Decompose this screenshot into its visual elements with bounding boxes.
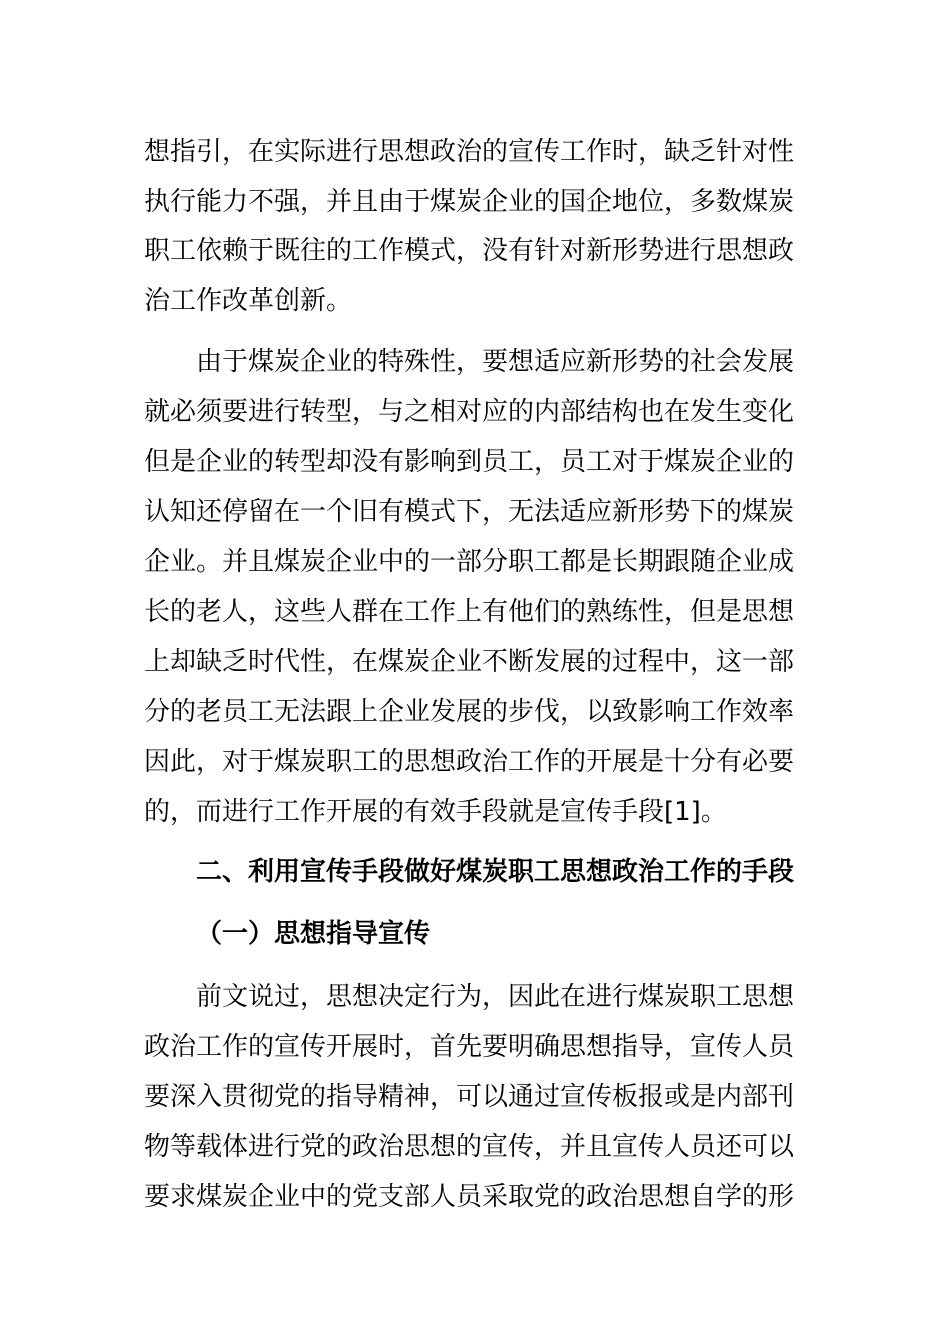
paragraph-2-line-5: 企业。并且煤炭企业中的一部分职工都是长期跟随企业成: [144, 547, 795, 577]
paragraph-3-line-3: 要深入贯彻党的指导精神，可以通过宣传板报或是内部刊: [144, 1082, 795, 1112]
paragraph-1-line-1: 想指引，在实际进行思想政治的宣传工作时，缺乏针对性: [144, 137, 795, 167]
paragraph-3-line-1: 前文说过，思想决定行为，因此在进行煤炭职工思想: [196, 982, 795, 1012]
section-heading: 二、利用宣传手段做好煤炭职工思想政治工作的手段: [196, 857, 795, 887]
paragraph-2-line-10: 的，而进行工作开展的有效手段就是宣传手段[1]。: [144, 797, 727, 827]
paragraph-3-line-5: 要求煤炭企业中的党支部人员采取党的政治思想自学的形: [144, 1182, 795, 1212]
paragraph-3-line-2: 政治工作的宣传开展时，首先要明确思想指导，宣传人员: [144, 1032, 795, 1062]
paragraph-2-line-9: 因此，对于煤炭职工的思想政治工作的开展是十分有必要: [144, 747, 795, 777]
paragraph-2-line-1: 由于煤炭企业的特殊性，要想适应新形势的社会发展: [196, 347, 795, 377]
paragraph-2-line-2: 就必须要进行转型，与之相对应的内部结构也在发生变化: [144, 397, 795, 427]
paragraph-2-line-6: 长的老人，这些人群在工作上有他们的熟练性，但是思想: [144, 597, 795, 627]
paragraph-2-line-3: 但是企业的转型却没有影响到员工，员工对于煤炭企业的: [144, 447, 795, 477]
paragraph-3-line-4: 物等载体进行党的政治思想的宣传，并且宣传人员还可以: [144, 1132, 795, 1162]
paragraph-1-line-3: 职工依赖于既往的工作模式，没有针对新形势进行思想政: [144, 236, 795, 266]
paragraph-1-line-2: 执行能力不强，并且由于煤炭企业的国企地位，多数煤炭: [144, 187, 795, 217]
paragraph-2-line-8: 分的老员工无法跟上企业发展的步伐，以致影响工作效率: [144, 697, 795, 727]
paragraph-1-line-4: 治工作改革创新。: [144, 286, 353, 316]
subsection-heading: （一）思想指导宣传: [196, 919, 431, 949]
paragraph-2-line-7: 上却缺乏时代性，在煤炭企业不断发展的过程中，这一部: [144, 647, 795, 677]
paragraph-2-line-4: 认知还停留在一个旧有模式下，无法适应新形势下的煤炭: [144, 497, 795, 527]
